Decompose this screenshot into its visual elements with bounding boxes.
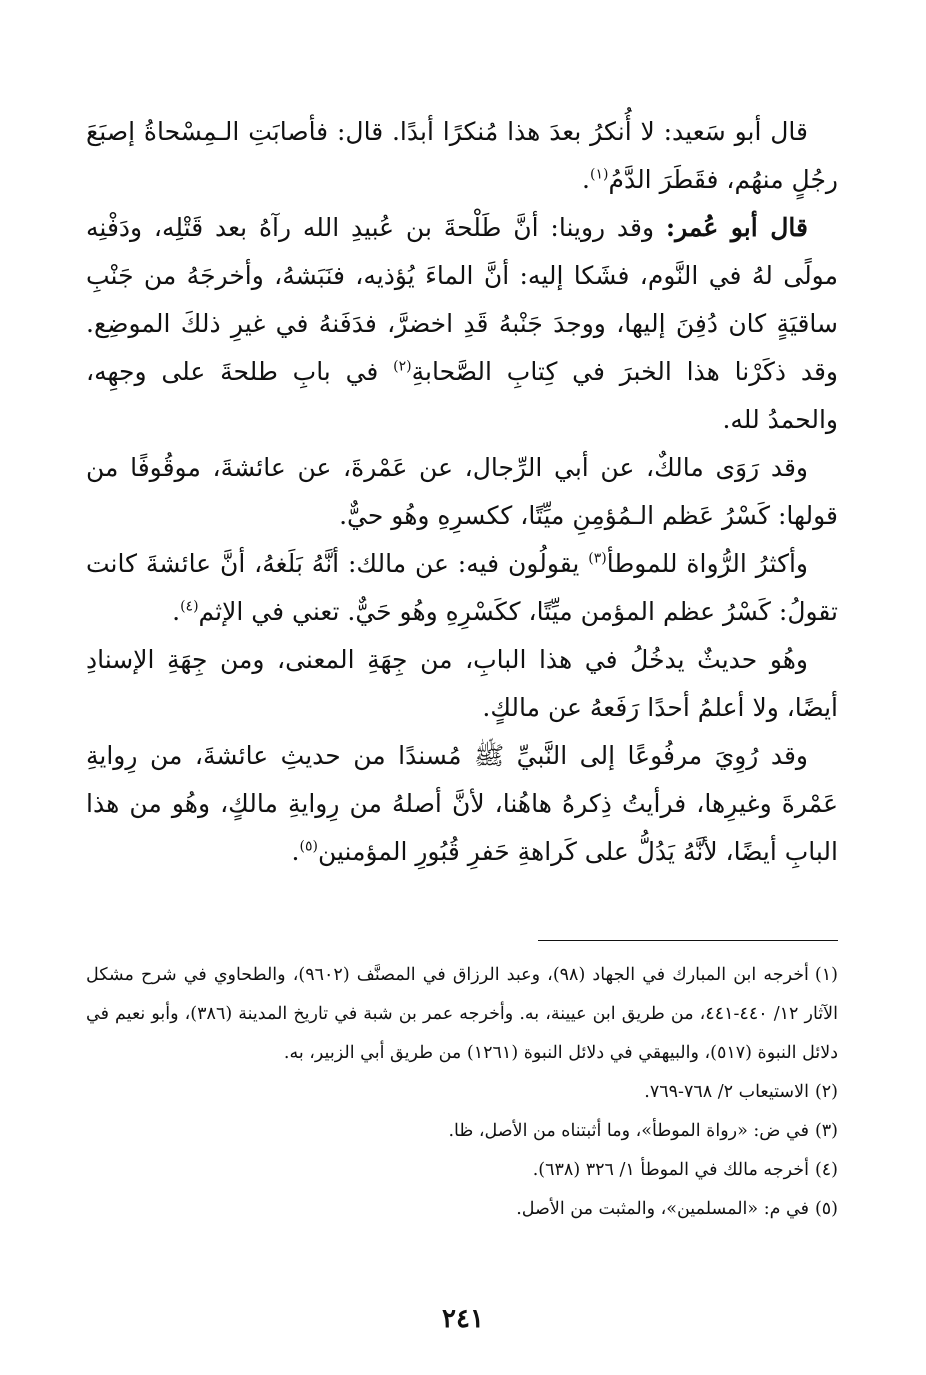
- paragraph-5-text: وهُو حديثٌ يدخُلُ في هذا البابِ، من جِهَةِ المعنى، ومن جِهَةِ الإسنادِ أيضًا، ولا أعلمُ أحدًا رَفَعهُ عن مالكٍ.: [86, 645, 838, 722]
- paragraph-4-text: وأكثرُ الرُّواة للموطأ: [606, 549, 809, 578]
- paragraph-5: [86, 636, 838, 732]
- paragraph-1-text: قال أبو سَعيد: لا أُنكرُ بعدَ هذا مُنكرًا أبدًا. قال: فأصابَتِ الـمِسْحاةُ إصبَعَ رجُلٍ منهُم، فقَطَرَ الدَّمُ: [86, 117, 838, 194]
- paragraph-1: [86, 108, 838, 204]
- footnote-text: أخرجه ابن المبارك في الجهاد (٩٨)، وعبد الرزاق في المصنَّف (٩٦٠٢)، والطحاوي في شرح مشكل الآثار ١٢/ ٤٤٠-٤٤١، من طريق ابن عيينة، به. وأخرجه عمر بن شبة في تاريخ المدينة (٣٨٦)، وأبو نعيم في دلائل النبوة (٥١٧)، والبيهقي في دلائل النبوة (١٢٦١) من طريق أبي الزبير، به.: [86, 965, 838, 1063]
- footnote-4: [86, 1151, 838, 1190]
- paragraph-2: [86, 204, 838, 444]
- footnote-text: الاستيعاب ٢/ ٧٦٨-٧٦٩.: [644, 1082, 809, 1102]
- paragraph-6-tail: .: [291, 837, 300, 866]
- paragraph-4-tail-2: .: [172, 597, 181, 626]
- footnote-number: (٢): [814, 1082, 838, 1102]
- footnote-number: (٥): [814, 1199, 838, 1219]
- paragraph-4: [86, 540, 838, 636]
- footnote-ref-5[interactable]: (٥): [299, 838, 318, 855]
- footnote-number: (١): [814, 965, 838, 985]
- paragraph-4-tail: يقولُون فيه: عن مالك: أنَّهُ بَلَغهُ، أنَّ عائشةَ كانت تقولُ: كَسْرُ عظم المؤمن ميِّتًا، ككَسْرِهِ وهُو حَيٌّ. تعني في الإثم: [86, 549, 838, 626]
- footnote-text: أخرجه مالك في الموطأ ١/ ٣٢٦ (٦٣٨).: [532, 1160, 809, 1180]
- footnote-1: [86, 956, 838, 1073]
- footnote-ref-1[interactable]: (١): [590, 166, 609, 183]
- footnote-5: [86, 1190, 838, 1229]
- footnote-ref-4[interactable]: (٤): [180, 598, 199, 615]
- speaker-name: قال أبو عُمر:: [665, 213, 808, 242]
- paragraph-6-text: وقد رُوِيَ مرفُوعًا إلى النَّبيِّ ﷺ مُسندًا من حديثِ عائشةَ، من رِوايةِ عَمْرةَ وغيرِها، فرأيتُ ذِكرهُ هاهُنا، لأنَّ أصلهُ من رِوايةِ مالكٍ، وهُو من هذا البابِ أيضًا، لأنَّهُ يَدُلُّ على كَراهةِ حَفرِ قُبُورِ المؤمنين: [86, 741, 838, 866]
- footnote-text: في م: «المسلمين»، والمثبت من الأصل.: [516, 1199, 809, 1219]
- page-number: ٢٤١: [442, 1304, 484, 1334]
- footnote-text: في ض: «رواة الموطأ»، وما أثبتناه من الأصل، ظا.: [448, 1121, 809, 1141]
- paragraph-1-tail: .: [582, 165, 590, 194]
- main-text: [86, 108, 838, 876]
- footnote-divider: [538, 940, 838, 941]
- footnote-ref-3[interactable]: (٣): [588, 550, 607, 567]
- paragraph-3: [86, 444, 838, 540]
- footnote-2: [86, 1073, 838, 1112]
- footnote-number: (٤): [814, 1160, 838, 1180]
- paragraph-6: [86, 732, 838, 876]
- paragraph-2-text: وقد روينا: أنَّ طَلْحةَ بن عُبيدِ الله رآهُ بعد قَتْلِه، ودَفْنِه مولًى لهُ في النَّوم، فشَكا إليه: أنَّ الماءَ يُؤذيه، فنَبَشهُ، وأخرجَهُ من جَنْبِ ساقيَةٍ كان دُفِنَ إليها، ووجدَ جَنْبهُ قَدِ اخضرَّ، فدَفَنهُ في غيرِ ذلكَ الموضِع. وقد ذكَرْنا هذا الخبرَ في كِتابِ الصَّحابةِ: [86, 213, 838, 386]
- footnote-number: (٣): [814, 1121, 838, 1141]
- footnote-ref-2[interactable]: (٢): [393, 358, 412, 375]
- footnotes: [86, 956, 838, 1229]
- paragraph-2-tail: في بابِ طلحةَ على وجهِه، والحمدُ لله.: [86, 357, 838, 434]
- footnote-3: [86, 1112, 838, 1151]
- paragraph-3-text: وقد رَوَى مالكٌ، عن أبي الرِّجال، عن عَمْرةَ، عن عائشةَ، موقُوفًا من قولها: كَسْرُ عَظم الـمُؤمِنِ ميِّتًا، ككسرِهِ وهُو حيٌّ.: [86, 453, 838, 530]
